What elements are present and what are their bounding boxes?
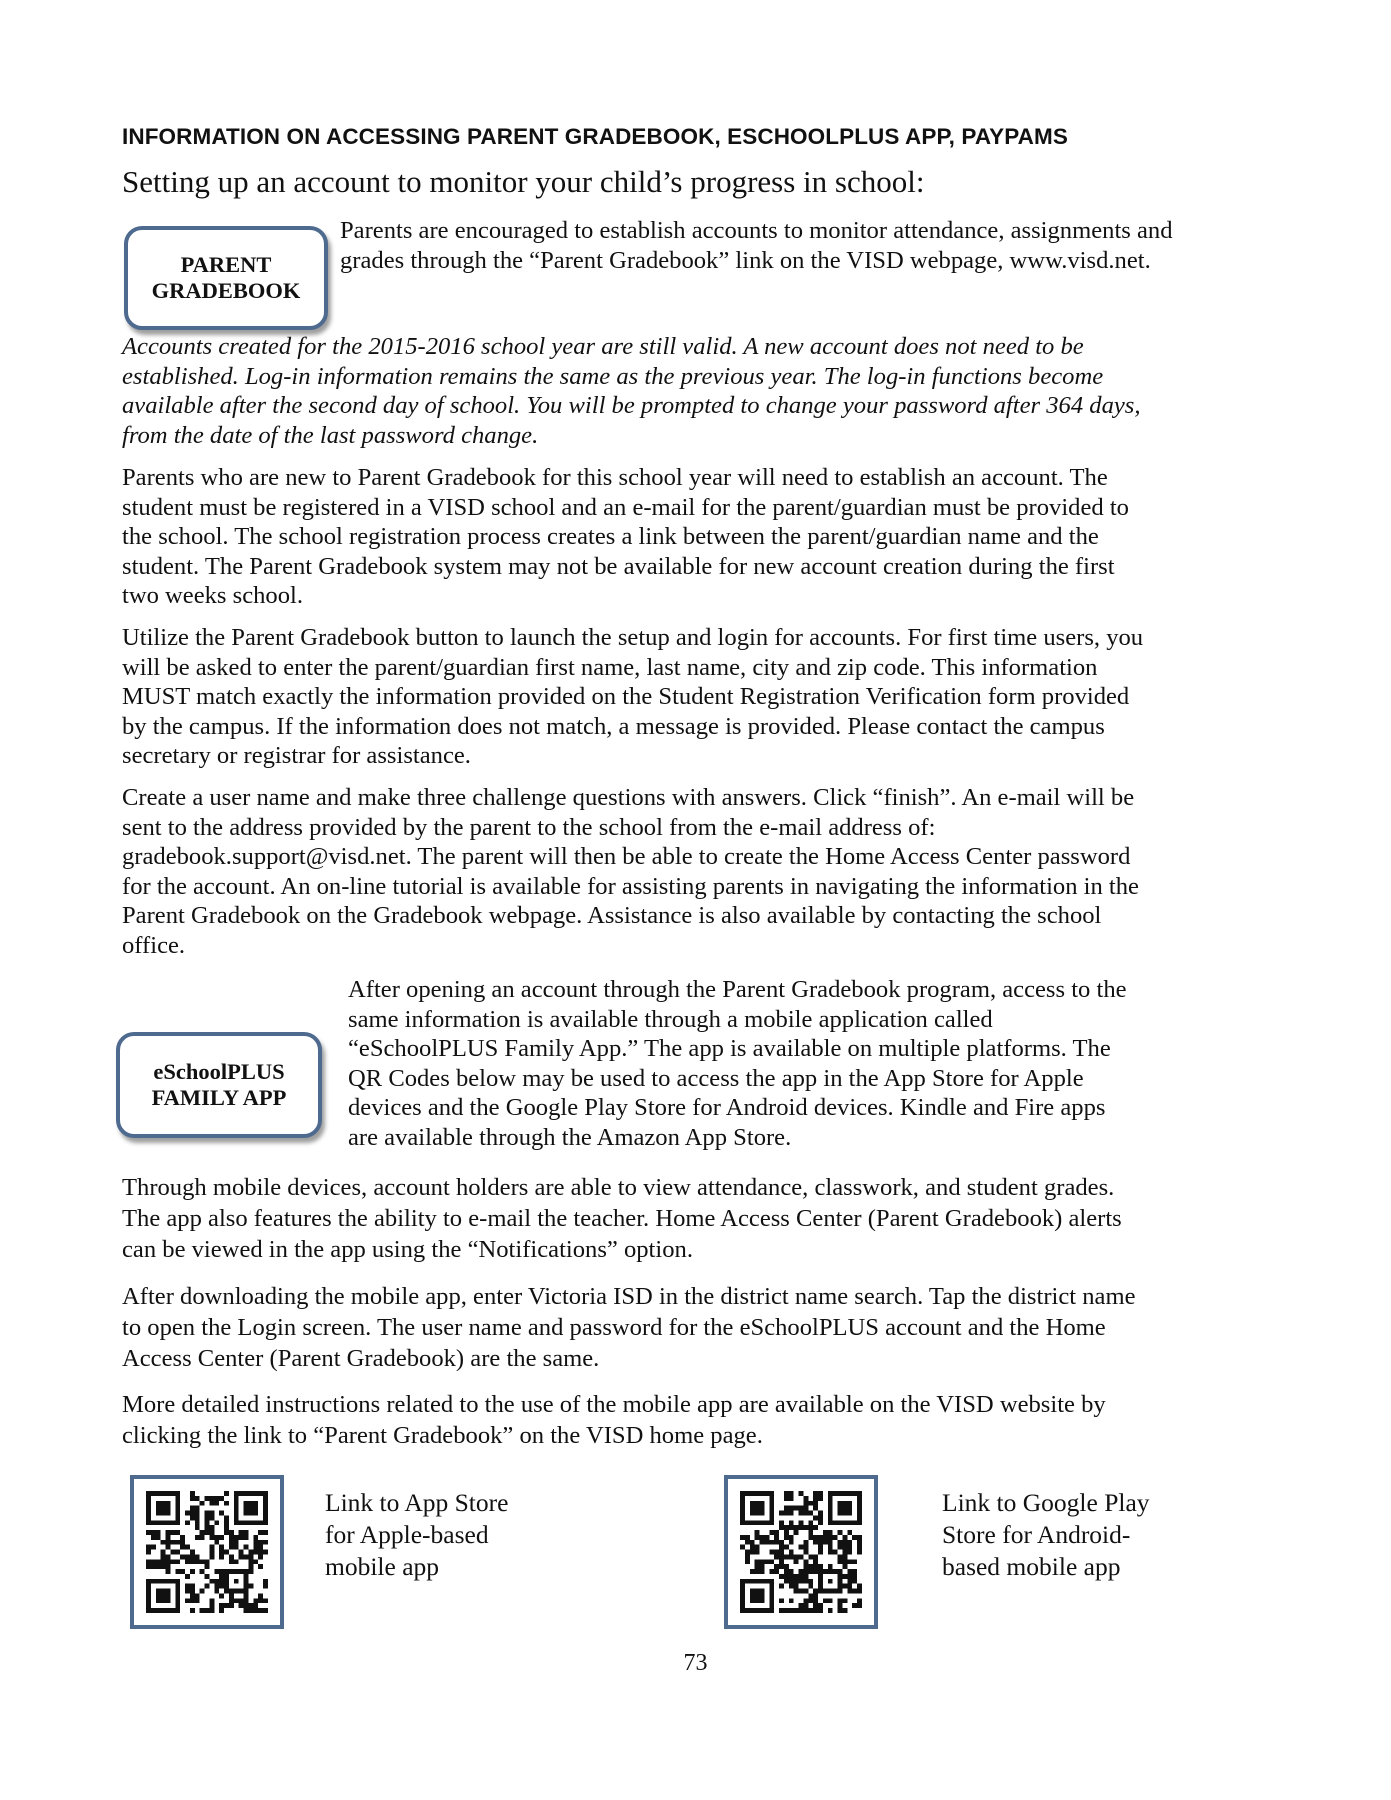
qr-code-google[interactable] — [724, 1475, 878, 1629]
callout-line: GRADEBOOK — [151, 278, 301, 303]
page-heading: INFORMATION ON ACCESSING PARENT GRADEBOOK, ESCHOOLPLUS APP, PAYPAMS — [122, 124, 1068, 149]
text-line: After downloading the mobile app, enter Victoria ISD in the district name search. Tap the district name — [122, 1283, 1136, 1310]
section-subtitle: Setting up an account to monitor your child’s progress in school: — [122, 164, 925, 199]
text-line: MUST match exactly the information provided on the Student Registration Verification form provided — [122, 683, 1130, 710]
paragraph-download — [122, 1281, 1270, 1374]
text-line: to open the Login screen. The user name and password for the eSchoolPLUS account and the Home — [122, 1314, 1106, 1341]
qr-code-icon — [146, 1491, 268, 1613]
text-line: clicking the link to “Parent Gradebook” on the VISD home page. — [122, 1422, 763, 1449]
caption-line: based mobile app — [942, 1552, 1121, 1581]
qr-apple-caption — [325, 1487, 508, 1583]
paragraph-more-instructions — [122, 1389, 1270, 1451]
text-line: will be asked to enter the parent/guardian first name, last name, city and zip code. This information — [122, 653, 1098, 681]
text-line: student must be registered in a VISD school and an e-mail for the parent/guardian must be provided to — [122, 493, 1129, 521]
text-line: “eSchoolPLUS Family App.” The app is available on multiple platforms. The — [348, 1035, 1111, 1062]
qr-code-apple[interactable] — [130, 1475, 284, 1629]
text-line: same information is available through a mobile application called — [348, 1005, 993, 1033]
paragraph-utilize — [122, 623, 1270, 771]
caption-line: mobile app — [325, 1552, 440, 1581]
text-line: are available through the Amazon App Store. — [348, 1123, 792, 1151]
text-line: can be viewed in the app using the “Notifications” option. — [122, 1236, 693, 1263]
eschoolplus-callout — [116, 1032, 322, 1138]
caption-line: Link to App Store — [325, 1488, 509, 1517]
eschoolplus-intro — [348, 975, 1268, 1152]
text-line: Parent Gradebook on the Gradebook webpage. Assistance is also available by contacting the school — [122, 902, 1102, 929]
text-line: available after the second day of school. You will be prompted to change your password after 364 days, — [122, 392, 1141, 419]
caption-line: Link to Google Play — [942, 1488, 1150, 1517]
text-line: Parents are encouraged to establish accounts to monitor attendance, assignments and — [340, 217, 1173, 244]
paragraph-new-accounts — [122, 463, 1270, 611]
text-line: the school. The school registration process creates a link between the parent/guardian name and the — [122, 523, 1099, 550]
text-line: gradebook.support@visd.net. The parent will then be able to create the Home Access Center password — [122, 843, 1131, 870]
parent-gradebook-callout — [124, 226, 328, 330]
callout-line: FAMILY APP — [151, 1085, 287, 1110]
text-line: Parents who are new to Parent Gradebook for this school year will need to establish an account. The — [122, 464, 1108, 491]
text-line: grades through the “Parent Gradebook” link on the VISD webpage, www.visd.net. — [340, 246, 1151, 274]
text-line: student. The Parent Gradebook system may not be available for new account creation during the first — [122, 552, 1115, 580]
text-line: After opening an account through the Parent Gradebook program, access to the — [348, 976, 1127, 1003]
page-number: 73 — [683, 1650, 708, 1676]
text-line: Access Center (Parent Gradebook) are the same. — [122, 1345, 600, 1372]
text-line: secretary or registrar for assistance. — [122, 742, 471, 769]
text-line: from the date of the last password change. — [122, 421, 539, 449]
text-line: by the campus. If the information does not match, a message is provided. Please contact the campus — [122, 712, 1105, 740]
text-line: The app also features the ability to e-mail the teacher. Home Access Center (Parent Gradebook) alerts — [122, 1205, 1122, 1232]
qr-google-caption — [942, 1487, 1150, 1583]
text-line: devices and the Google Play Store for Android devices. Kindle and Fire apps — [348, 1094, 1106, 1121]
text-line: for the account. An on-line tutorial is available for assisting parents in navigating the information in the — [122, 872, 1139, 900]
text-line: Accounts created for the 2015-2016 school year are still valid. A new account does not need to be — [122, 333, 1084, 360]
callout-line: PARENT — [180, 252, 272, 277]
text-line: Through mobile devices, account holders are able to view attendance, classwork, and student grades. — [122, 1174, 1115, 1201]
text-line: Utilize the Parent Gradebook button to launch the setup and login for accounts. For first time users, you — [122, 624, 1144, 651]
text-line: sent to the address provided by the parent to the school from the e-mail address of: — [122, 813, 936, 841]
italic-note — [122, 332, 1270, 450]
text-line: More detailed instructions related to the use of the mobile app are available on the VISD website by — [122, 1391, 1106, 1418]
caption-line: Store for Android- — [942, 1520, 1131, 1549]
paragraph-create-account — [122, 783, 1270, 960]
text-line: QR Codes below may be used to access the app in the App Store for Apple — [348, 1064, 1084, 1092]
qr-code-icon — [740, 1491, 862, 1613]
text-line: office. — [122, 931, 186, 959]
text-line: two weeks school. — [122, 582, 304, 609]
text-line: Create a user name and make three challenge questions with answers. Click “finish”. An e-mail will be — [122, 784, 1135, 811]
parent-gradebook-intro — [340, 216, 1270, 275]
paragraph-mobile-features — [122, 1172, 1270, 1265]
text-line: established. Log-in information remains the same as the previous year. The log-in functions become — [122, 362, 1104, 390]
caption-line: for Apple-based — [325, 1520, 489, 1549]
callout-line: eSchoolPLUS — [153, 1059, 285, 1084]
